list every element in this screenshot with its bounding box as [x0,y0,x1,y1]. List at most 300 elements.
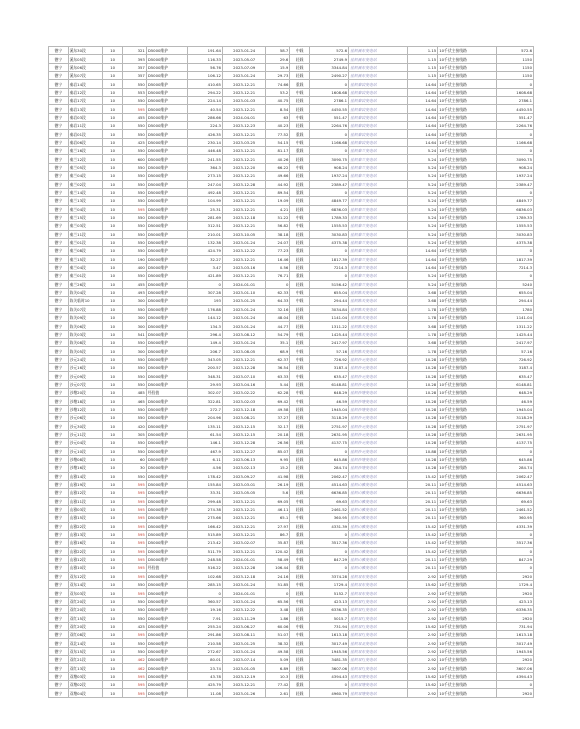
cell-load-level: 轻载 [290,172,310,180]
cell-margin: 15.42 [407,530,437,538]
cell-substation: 佳机秦兰变电站 [349,197,408,205]
cell-peak-load: 4.56 [188,464,223,472]
cell-available-capacity: 7214.3 [309,263,348,271]
cell-date: 2023-01-24 [222,305,265,313]
cell-date: 2023-01-24 [222,322,265,330]
cell-region: 德宁 [49,88,69,96]
cell-line-type: 10千伏主接线路 [438,155,497,163]
cell-capacity: 550 [122,197,146,205]
cell-voltage: 10 [103,489,123,497]
cell-margin: 15.42 [407,547,437,555]
cell-load-rate: 16.46 [266,255,290,263]
cell-voltage: 10 [103,397,123,405]
cell-date: 2023-12-21 [222,188,265,196]
cell-substation: 佳机秦兰变电站 [349,180,408,188]
cell-load-rate: 53.2 [266,88,290,96]
cell-load-level: 轻载 [290,414,310,422]
cell-line-type: 10千伏主接线路 [438,347,497,355]
cell-available-capacity: 4375.38 [309,238,348,246]
cell-available-capacity: 3090.75 [309,155,348,163]
cell-source: D5000维护 [146,681,187,689]
cell-source: D5000维护 [146,88,187,96]
cell-open-capacity: 0 [496,147,533,155]
cell-voltage: 10 [103,105,123,113]
cell-region: 德宁 [49,63,69,71]
cell-region: 德宁 [49,197,69,205]
cell-substation: 佳机秦兰变电站 [349,222,408,230]
cell-line-type: 10千伏主接线路 [438,339,497,347]
cell-available-capacity: 4514.63 [309,480,348,488]
cell-capacity: 30 [122,464,146,472]
cell-substation: 佳机溪东变电站 [349,63,408,71]
table-row [49,230,534,238]
cell-date: 2023-01-25 [222,639,265,647]
cell-open-capacity: 645.86 [496,455,533,463]
cell-peak-load: 467.9 [188,447,223,455]
cell-line-type: 10千伏主接线路 [438,222,497,230]
cell-peak-load: 40.54 [188,105,223,113]
cell-load-level: 中载 [290,497,310,505]
cell-peak-load: 286.66 [188,113,223,121]
cell-voltage: 10 [103,147,123,155]
cell-available-capacity: 3481.35 [309,656,348,664]
cell-region: 德宁 [49,497,69,505]
cell-margin: 2.92 [407,689,437,697]
cell-load-level: 重载 [290,80,310,88]
cell-substation: 佳机秦岩变电站 [349,122,408,130]
cell-line-type: 10千伏主接线路 [438,97,497,105]
cell-available-capacity: 731.94 [309,622,348,630]
cell-substation: 佳机沙塘变电站 [349,464,408,472]
cell-load-level: 中载 [290,330,310,338]
cell-capacity: 595 [122,522,146,530]
cell-region: 德宁 [49,514,69,522]
cell-region: 德宁 [49,589,69,597]
cell-line-type: 10千伏主接线路 [438,514,497,522]
cell-line-type: 10千伏主接线路 [438,72,497,80]
cell-load-level: 轻载 [290,322,310,330]
cell-open-capacity: 1817.39 [496,255,533,263]
cell-voltage: 10 [103,322,123,330]
cell-available-capacity: 5152.7 [309,589,348,597]
cell-line-type: 10千伏主接线路 [438,414,497,422]
table-row [49,188,534,196]
table-row [49,489,534,497]
cell-date: 2024-01-01 [222,589,265,597]
cell-line-name: 秦兰16段 [68,147,103,155]
cell-capacity: 550 [122,147,146,155]
cell-substation: 佳机陈关变电站 [349,305,408,313]
cell-region: 德宁 [49,372,69,380]
cell-date: 2023-01-24 [222,647,265,655]
cell-source: D5000维护 [146,213,187,221]
table-row [49,572,534,580]
cell-voltage: 10 [103,288,123,296]
cell-date: 2024-01-01 [222,280,265,288]
cell-substation: 佳机双东变电站 [349,581,408,589]
cell-date: 2023-12-28 [222,364,265,372]
cell-load-level: 中载 [290,213,310,221]
cell-date: 2023-07-14 [222,656,265,664]
cell-substation: 佳机秦兰变电站 [349,147,408,155]
cell-margin: 5.24 [407,155,437,163]
table-row [49,297,534,305]
cell-voltage: 10 [103,314,123,322]
cell-date: 2023-06-27 [222,622,265,630]
cell-capacity: 455 [122,113,146,121]
cell-line-name: 秦兰02段 [68,180,103,188]
cell-line-name: 溪东06段 [68,63,103,71]
cell-date: 2023-12-19 [222,672,265,680]
cell-region: 德宁 [49,305,69,313]
cell-peak-load: 23.74 [188,664,223,672]
cell-region: 德宁 [49,581,69,589]
cell-voltage: 10 [103,439,123,447]
cell-line-name: 山雅19段 [68,480,103,488]
cell-load-rate: 1.86 [266,614,290,622]
cell-margin: 14.64 [407,255,437,263]
cell-line-name: 沙元16段 [68,364,103,372]
cell-margin: 5.24 [407,272,437,280]
cell-date: 2023-01-24 [222,314,265,322]
cell-voltage: 10 [103,205,123,213]
cell-peak-load: 294.22 [188,88,223,96]
cell-load-rate: 77.42 [266,681,290,689]
table-row [49,664,534,672]
cell-open-capacity: 360.95 [496,514,533,522]
cell-voltage: 10 [103,422,123,430]
cell-voltage: 10 [103,581,123,589]
cell-source: D5000维护 [146,664,187,672]
cell-available-capacity: 2490.27 [309,72,348,80]
cell-line-name: 沙塘16段 [68,464,103,472]
cell-load-level: 中载 [290,597,310,605]
cell-substation: 佳机秦兰变电站 [349,188,408,196]
cell-region: 德宁 [49,455,69,463]
cell-capacity: 550 [122,364,146,372]
cell-margin: 1.15 [407,55,437,63]
cell-date: 2023-12-21 [222,147,265,155]
cell-line-type: 10千伏主接线路 [438,288,497,296]
cell-load-level: 轻载 [290,280,310,288]
cell-open-capacity: 731.94 [496,622,533,630]
cell-load-level: 轻载 [290,97,310,105]
cell-margin: 5.24 [407,172,437,180]
table-row [49,247,534,255]
cell-line-name: 沙元09段 [68,372,103,380]
cell-peak-load: 421.89 [188,272,223,280]
cell-load-rate: 81.17 [266,147,290,155]
cell-voltage: 10 [103,472,123,480]
cell-open-capacity: 0 [496,188,533,196]
cell-source: D5000维护 [146,581,187,589]
cell-peak-load: 25.31 [188,205,223,213]
cell-source: D5000维护 [146,397,187,405]
cell-peak-load: 80.01 [188,656,223,664]
cell-peak-load: 7.91 [188,614,223,622]
cell-line-name: 沙元11段 [68,430,103,438]
cell-available-capacity: 6148.81 [309,380,348,388]
cell-line-type: 10千伏主接线路 [438,464,497,472]
cell-line-type: 10千伏主接线路 [438,497,497,505]
cell-line-type: 10千伏主接线路 [438,405,497,413]
cell-source: D5000维护 [146,330,187,338]
cell-source: D5000维护 [146,155,187,163]
cell-load-level: 中载 [290,222,310,230]
cell-peak-load: 166.42 [188,522,223,530]
cell-date: 2023-01-25 [222,297,265,305]
cell-line-name: 山雅22段 [68,522,103,530]
cell-source: D5000维护 [146,572,187,580]
cell-date: 2023-07-10 [222,372,265,380]
cell-available-capacity: 3187.4 [309,364,348,372]
cell-date: 2023-12-20 [222,163,265,171]
cell-line-type: 10千伏主接线路 [438,472,497,480]
cell-source: D5000维护 [146,255,187,263]
cell-date: 2023-05-07 [222,55,265,63]
cell-peak-load: 230.14 [188,138,223,146]
cell-available-capacity: 4394.43 [309,672,348,680]
cell-margin: 10.28 [407,422,437,430]
cell-line-type: 10千伏主接线路 [438,188,497,196]
cell-open-capacity: 1150 [496,72,533,80]
cell-region: 德宁 [49,530,69,538]
cell-open-capacity: 0 [496,530,533,538]
cell-peak-load: 213.42 [188,539,223,547]
cell-source: D5000维护 [146,355,187,363]
cell-capacity: 420 [122,422,146,430]
cell-line-name: 山雅16段 [68,539,103,547]
cell-date: 2023-04-16 [222,380,265,388]
cell-substation: 佳机沙元变电站 [349,430,408,438]
cell-date: 2023-01-26 [222,689,265,697]
cell-date: 2023-01-05 [222,664,265,672]
cell-peak-load: 247.04 [188,180,223,188]
cell-source: D5000维护 [146,280,187,288]
cell-available-capacity: 1945.56 [309,647,348,655]
cell-capacity: 600 [122,155,146,163]
cell-voltage: 10 [103,480,123,488]
cell-voltage: 10 [103,664,123,672]
cell-line-type: 10千伏主接线路 [438,197,497,205]
cell-peak-load: 426.35 [188,130,223,138]
cell-available-capacity: 46.59 [309,397,348,405]
cell-open-capacity: 0 [496,681,533,689]
cell-peak-load: 274.38 [188,505,223,513]
cell-capacity: 595 [122,631,146,639]
cell-line-type: 10千伏主接线路 [438,172,497,180]
cell-line-type: 10千伏主接线路 [438,505,497,513]
cell-date: 2023-12-23 [222,122,265,130]
cell-peak-load: 155.84 [188,480,223,488]
cell-open-capacity: 3517.36 [496,539,533,547]
cell-open-capacity: 6636.85 [496,489,533,497]
cell-line-name: 山雅12段 [68,489,103,497]
cell-peak-load: 273.15 [188,172,223,180]
cell-load-rate: 64.33 [266,297,290,305]
cell-load-level: 轻载 [290,505,310,513]
cell-region: 德宁 [49,280,69,288]
cell-line-name: 陈关03段 [68,330,103,338]
cell-load-rate: 62.33 [266,288,290,296]
cell-substation: 佳机双塘变电站 [349,681,408,689]
cell-source: D5000维护 [146,414,187,422]
cell-peak-load: 33.31 [188,489,223,497]
cell-substation: 佳机秦兰变电站 [349,213,408,221]
cell-region: 德宁 [49,347,69,355]
cell-date: 2023-10-05 [222,230,265,238]
cell-capacity: 595 [122,505,146,513]
cell-available-capacity: 2389.47 [309,180,348,188]
cell-load-rate: 27.97 [266,522,290,530]
cell-open-capacity: 3017.49 [496,639,533,647]
cell-available-capacity: 0 [309,80,348,88]
cell-load-level: 轻载 [290,522,310,530]
cell-line-name: 双红20段 [68,622,103,630]
cell-available-capacity: 2417.97 [309,339,348,347]
table-row [49,222,534,230]
cell-load-rate: 85.07 [266,447,290,455]
cell-available-capacity: 2749.9 [309,55,348,63]
cell-peak-load: 206.7 [188,347,223,355]
cell-open-capacity: 0 [496,447,533,455]
cell-available-capacity: 3118.29 [309,414,348,422]
cell-peak-load: 210.01 [188,230,223,238]
cell-capacity: 550 [122,439,146,447]
table-row [49,422,534,430]
cell-source: D5000维护 [146,522,187,530]
cell-region: 德宁 [49,205,69,213]
cell-line-name: 沙元06段 [68,414,103,422]
cell-margin: 5.24 [407,213,437,221]
cell-available-capacity: 3374.28 [309,572,348,580]
cell-line-name: 双塘04段 [68,689,103,697]
cell-margin: 1.15 [407,63,437,71]
cell-date: 2023-08-05 [222,347,265,355]
cell-capacity: 550 [122,180,146,188]
cell-substation: 佳机沙塘变电站 [349,405,408,413]
cell-source: D5000维护 [146,197,187,205]
cell-peak-load: 0 [188,280,223,288]
cell-margin: 2.92 [407,606,437,614]
cell-voltage: 10 [103,330,123,338]
cell-available-capacity: 0 [309,147,348,155]
cell-capacity: 493 [122,288,146,296]
cell-date: 2023-06-13 [222,455,265,463]
cell-available-capacity: 6636.85 [309,489,348,497]
cell-margin: 10.28 [407,389,437,397]
cell-load-rate: 51.22 [266,213,290,221]
cell-capacity: 595 [122,105,146,113]
cell-load-rate: 4.21 [266,205,290,213]
cell-line-type: 10千伏主接线路 [438,80,497,88]
cell-source: D5000维护 [146,339,187,347]
cell-load-level: 轻载 [290,197,310,205]
cell-peak-load: 224.3 [188,122,223,130]
cell-substation: 佳机山雅变电站 [349,489,408,497]
cell-date: 2023-12-21 [222,130,265,138]
cell-line-type: 10千伏主接线路 [438,639,497,647]
cell-substation: 佳机山雅变电站 [349,547,408,555]
cell-line-type: 10千伏主接线路 [438,389,497,397]
cell-date: 2023-01-03 [222,97,265,105]
cell-line-type: 10千伏主接线路 [438,672,497,680]
cell-line-type: 10千伏主接线路 [438,530,497,538]
cell-available-capacity: 57.16 [309,347,348,355]
cell-substation: 佳机秦兰变电站 [349,272,408,280]
cell-line-name: 沙元07段 [68,380,103,388]
cell-available-capacity: 2461.52 [309,505,348,513]
cell-available-capacity: 5015.7 [309,614,348,622]
cell-load-rate: 5.09 [266,656,290,664]
cell-available-capacity: 1817.39 [309,255,348,263]
cell-load-level: 轻载 [290,639,310,647]
cell-open-capacity: 6836.03 [496,205,533,213]
cell-source: D5000维护 [146,689,187,697]
cell-peak-load: 343.05 [188,355,223,363]
table-row [49,122,534,130]
cell-region: 德宁 [49,422,69,430]
table-row [49,314,534,322]
cell-source: D5000维护 [146,322,187,330]
cell-voltage: 10 [103,138,123,146]
cell-line-name: 秦兰26段 [68,280,103,288]
cell-load-rate: 32.17 [266,422,290,430]
table-row [49,530,534,538]
cell-date: 2023-01-10 [222,288,265,296]
cell-capacity: 550 [122,597,146,605]
cell-substation: 佳机秦兰变电站 [349,172,408,180]
table-row [49,372,534,380]
cell-voltage: 10 [103,197,123,205]
cell-margin: 2.92 [407,647,437,655]
cell-margin: 2.92 [407,656,437,664]
cell-available-capacity: 0 [309,188,348,196]
cell-peak-load: 296.4 [188,330,223,338]
table-row [49,639,534,647]
cell-substation: 佳机双红变电站 [349,622,408,630]
cell-region: 德宁 [49,122,69,130]
cell-load-rate: 51.07 [266,631,290,639]
cell-margin: 2.92 [407,631,437,639]
cell-substation: 佳机双北变电站 [349,639,408,647]
cell-open-capacity: 4450.55 [496,105,533,113]
cell-date: 2023-01-24 [222,72,265,80]
cell-line-type: 10千伏主接线路 [438,314,497,322]
cell-margin: 5.24 [407,188,437,196]
cell-voltage: 10 [103,47,123,55]
cell-capacity: 425 [122,622,146,630]
cell-load-level: 轻载 [290,572,310,580]
cell-open-capacity: 2920 [496,656,533,664]
cell-line-name: 沙塘18段 [68,397,103,405]
cell-margin: 10.28 [407,372,437,380]
cell-region: 德宁 [49,130,69,138]
cell-peak-load: 511.79 [188,547,223,555]
cell-capacity: 400 [122,263,146,271]
cell-available-capacity: 6336.35 [309,606,348,614]
cell-open-capacity: 1166.68 [496,138,533,146]
cell-open-capacity: 2786.1 [496,97,533,105]
cell-substation: 佳机双东变电站 [349,572,408,580]
cell-line-type: 10千伏主接线路 [438,430,497,438]
cell-substation: 佳机山雅变电站 [349,497,408,505]
cell-region: 德宁 [49,238,69,246]
cell-source: D5000维护 [146,230,187,238]
cell-line-type: 10千伏主接线路 [438,581,497,589]
cell-line-type: 10千伏主接线路 [438,238,497,246]
cell-peak-load: 364.3 [188,163,223,171]
